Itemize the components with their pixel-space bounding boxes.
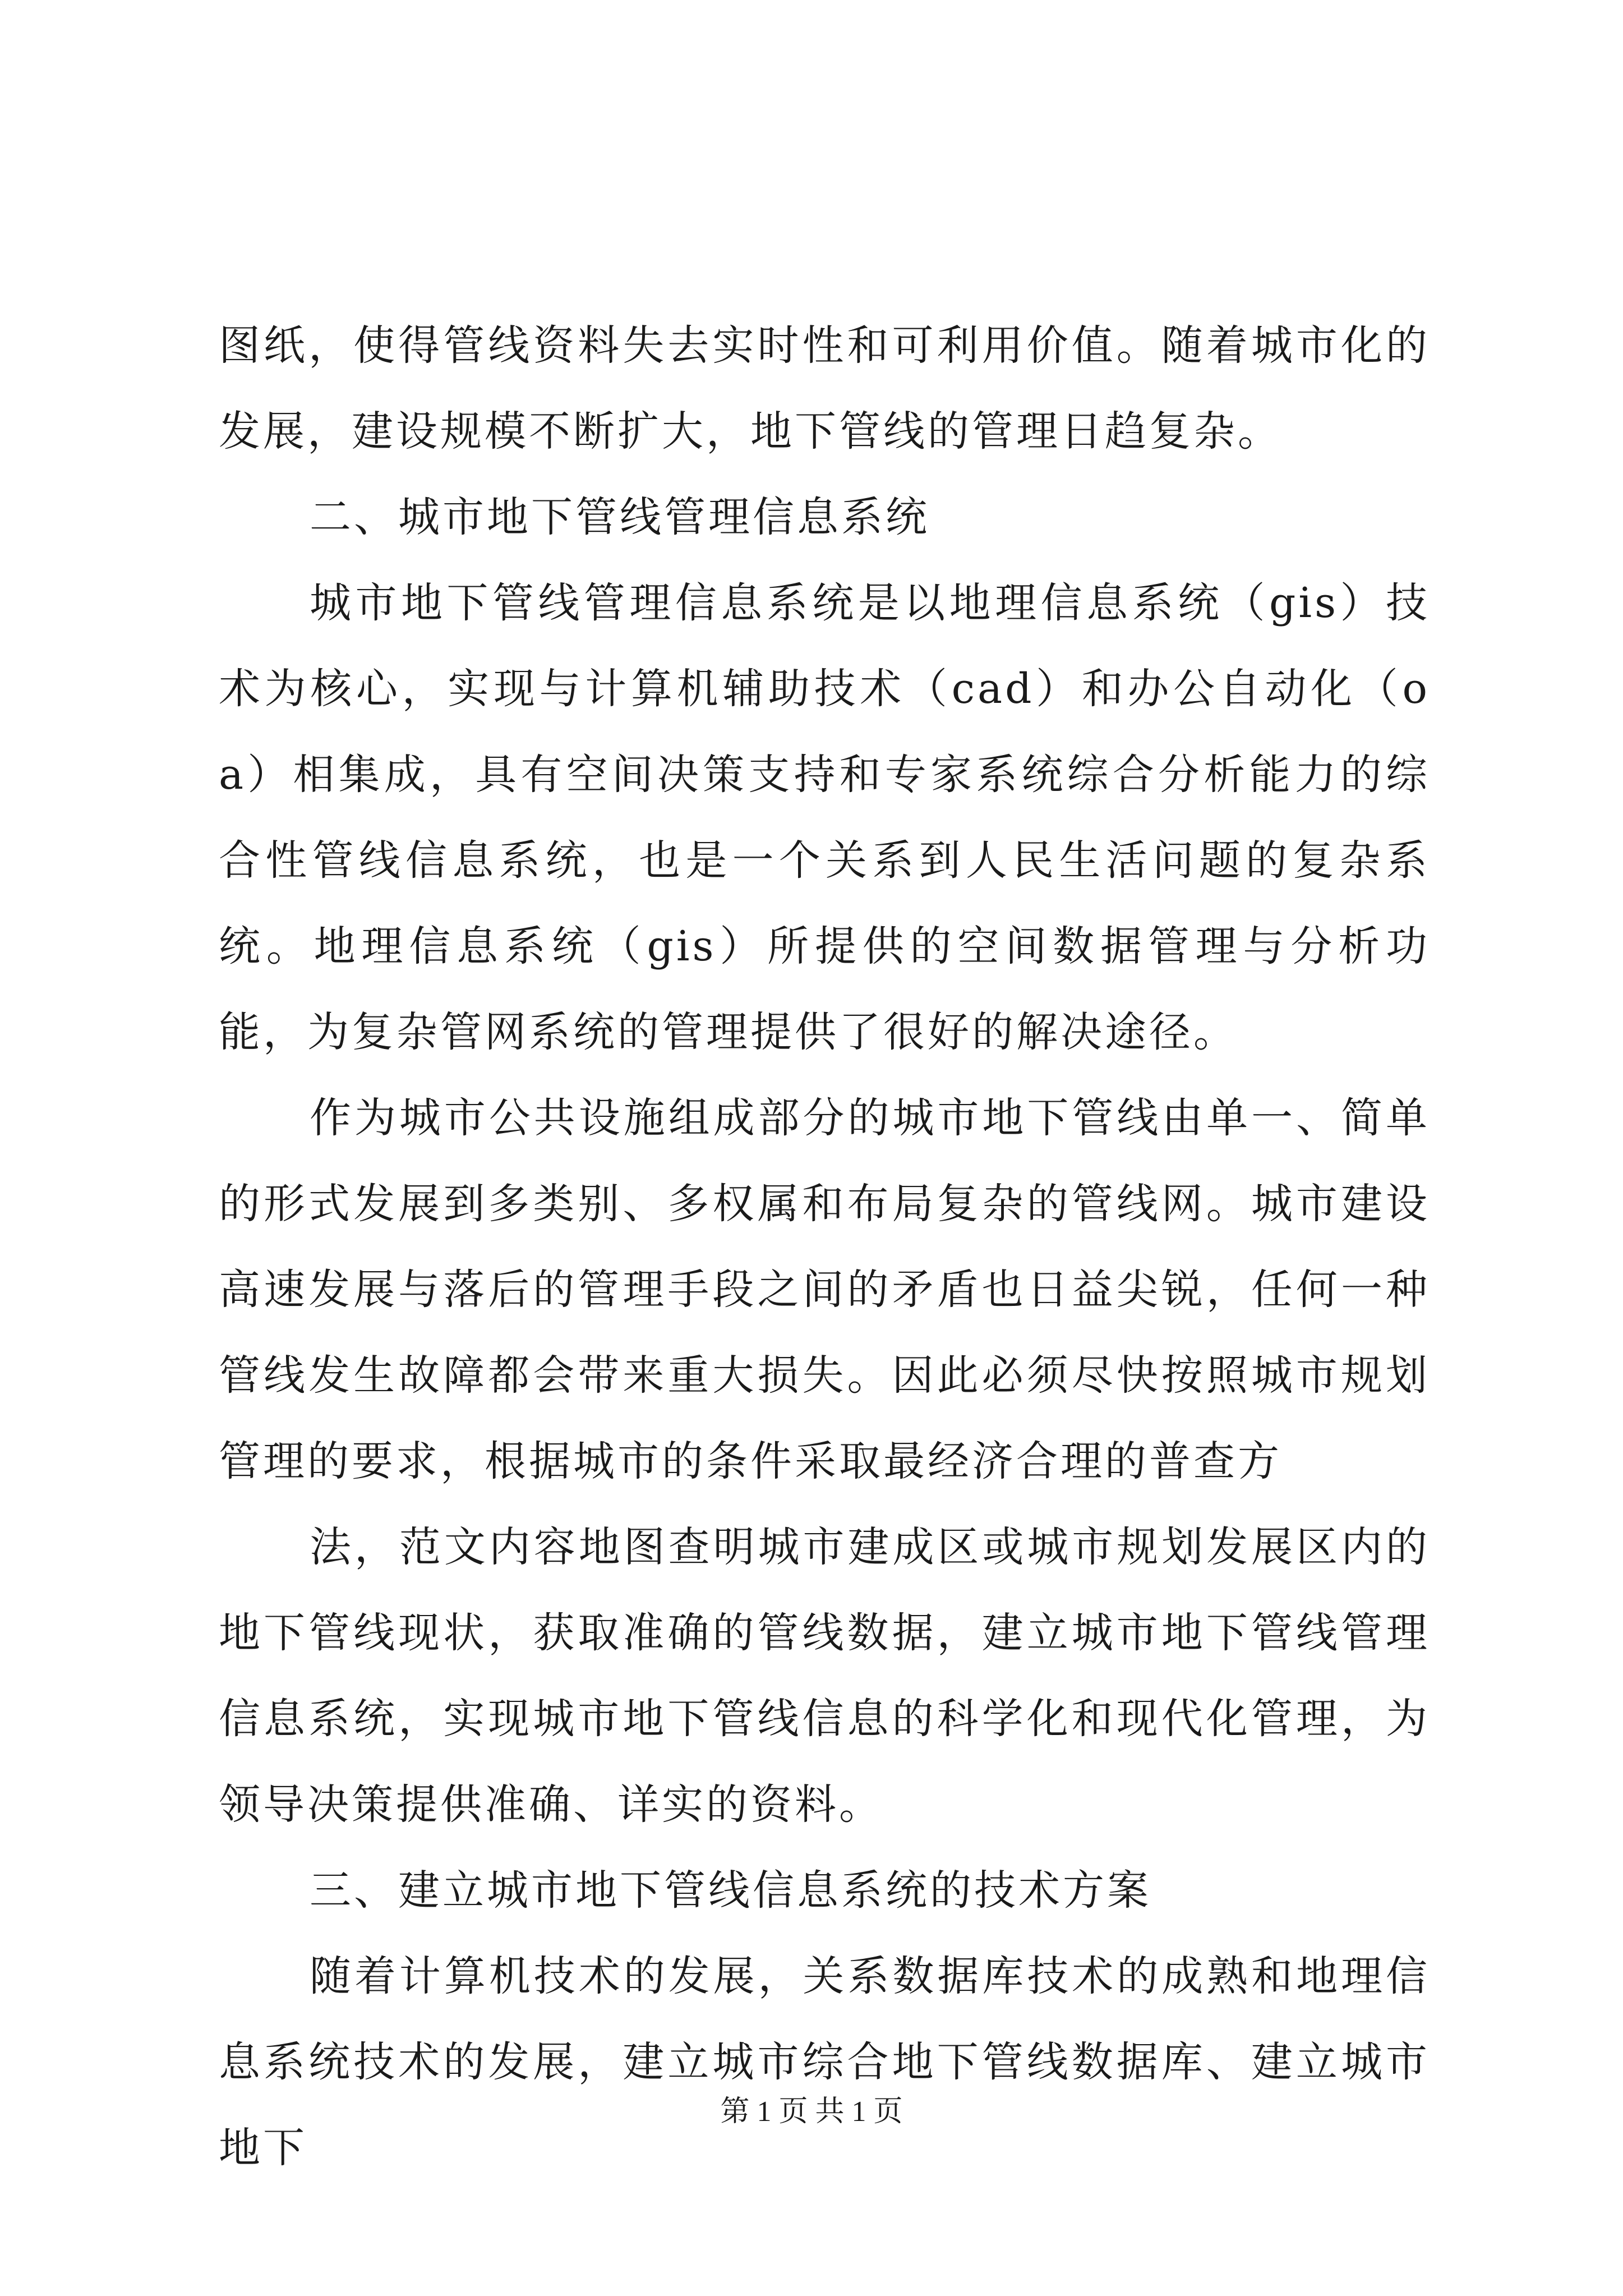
paragraph-3: 城市地下管线管理信息系统是以地理信息系统（gis）技术为核心，实现与计算机辅助技术（cad）和办公自动化（oa）相集成，具有空间决策支持和专家系统综合分析能力的综合性管线信息系统，也是一个关系到人民生活问题的复杂系统。地理信息系统（gis）所提供的空间数据管理与分析功能，为复杂管网系统的管理提供了很好的解决途径。: [219, 579, 1430, 1056]
section-heading-2: 二、城市地下管线管理信息系统: [310, 493, 930, 541]
paragraph-1: 图纸，使得管线资料失去实时性和可利用价值。随着城市化的发展，建设规模不断扩大，地下管线的管理日趋复杂。: [219, 321, 1430, 455]
document-body: [219, 303, 1430, 2191]
section-heading-3: 三、建立城市地下管线信息系统的技术方案: [310, 1866, 1151, 1915]
page-number-footer: 第 1 页 共 1 页: [720, 2096, 903, 2128]
paragraph-4: 作为城市公共设施组成部分的城市地下管线由单一、简单的形式发展到多类别、多权属和布局复杂的管线网。城市建设高速发展与落后的管理手段之间的矛盾也日益尖锐，任何一种管线发生故障都会带来重大损失。因此必须尽快按照城市规划管理的要求，根据城市的条件采取最经济合理的普查方: [219, 1094, 1430, 1485]
paragraph-7: 随着计算机技术的发展，关系数据库技术的成熟和地理信息系统技术的发展，建立城市综合地下管线数据库、建立城市地下: [219, 1952, 1430, 2172]
paragraph-5: 法，范文内容地图查明城市建成区或城市规划发展区内的地下管线现状，获取准确的管线数据，建立城市地下管线管理信息系统，实现城市地下管线信息的科学化和现代化管理，为领导决策提供准确、详实的资料。: [219, 1523, 1430, 1829]
